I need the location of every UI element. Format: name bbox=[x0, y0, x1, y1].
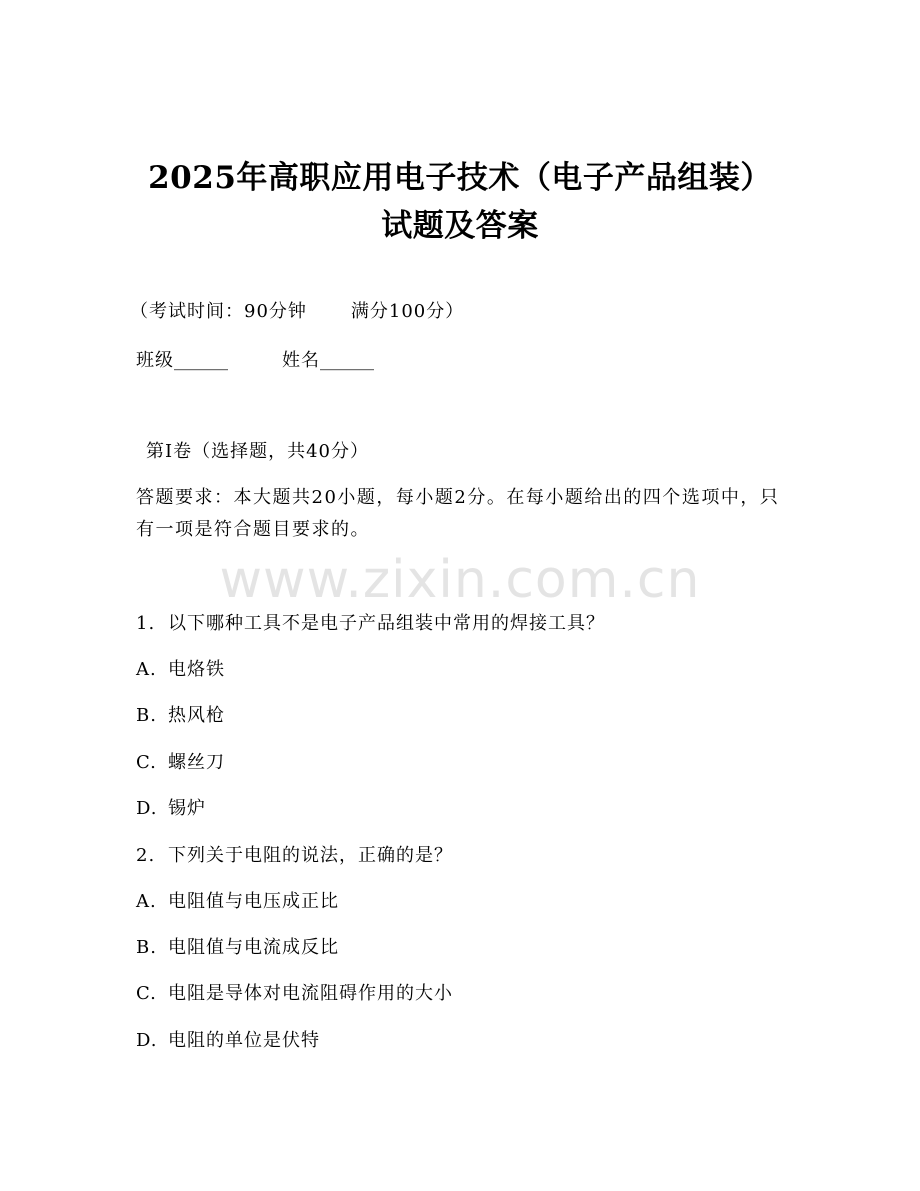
question-text: 以下哪种工具不是电子产品组装中常用的焊接工具？ bbox=[168, 613, 605, 634]
question-2-option-a bbox=[136, 890, 339, 914]
name-label: 姓名 bbox=[282, 350, 320, 371]
option-letter: B. bbox=[136, 705, 157, 726]
question-number: 2. bbox=[136, 845, 156, 866]
option-text: 螺丝刀 bbox=[168, 752, 225, 773]
option-letter: C. bbox=[136, 983, 157, 1004]
question-1-option-c bbox=[136, 751, 225, 775]
question-2-option-c bbox=[136, 982, 453, 1006]
watermark: www.zixin.com.cn bbox=[219, 550, 701, 610]
document-title-line-1: 2025年高职应用电子技术（电子产品组装） bbox=[148, 160, 772, 196]
option-letter: C. bbox=[136, 752, 157, 773]
question-number: 1. bbox=[136, 613, 156, 634]
option-text: 锡炉 bbox=[168, 798, 206, 819]
name-blank: ______ bbox=[320, 350, 374, 371]
question-1 bbox=[136, 612, 605, 636]
option-letter: D. bbox=[136, 798, 158, 819]
question-2-option-d bbox=[136, 1029, 320, 1053]
section-heading: 第I卷（选择题，共40分） bbox=[146, 441, 370, 462]
exam-time: （考试时间：90分钟 bbox=[130, 301, 307, 322]
option-letter: A. bbox=[136, 891, 157, 912]
option-text: 电阻的单位是伏特 bbox=[168, 1030, 320, 1051]
section-instructions: 答题要求：本大题共20小题，每小题2分。在每小题给出的四个选项中，只有一项是符合题目要求的。 bbox=[136, 487, 780, 540]
exam-full-score: 满分100分） bbox=[350, 301, 465, 322]
option-letter: B. bbox=[136, 937, 157, 958]
class-blank: ______ bbox=[174, 350, 228, 371]
option-letter: D. bbox=[136, 1030, 158, 1051]
question-1-option-a bbox=[136, 658, 225, 682]
option-text: 热风枪 bbox=[168, 705, 225, 726]
option-text: 电阻值与电流成反比 bbox=[168, 937, 339, 958]
exam-info bbox=[130, 300, 464, 324]
question-1-option-b bbox=[136, 704, 225, 728]
question-2 bbox=[136, 844, 453, 868]
option-text: 电烙铁 bbox=[168, 659, 225, 680]
question-1-option-d bbox=[136, 797, 206, 821]
question-2-option-b bbox=[136, 936, 339, 960]
class-label: 班级 bbox=[136, 350, 174, 371]
option-letter: A. bbox=[136, 659, 157, 680]
option-text: 电阻值与电压成正比 bbox=[168, 891, 339, 912]
question-text: 下列关于电阻的说法，正确的是？ bbox=[168, 845, 453, 866]
option-text: 电阻是导体对电流阻碍作用的大小 bbox=[168, 983, 453, 1004]
student-info bbox=[136, 349, 374, 373]
document-title-line-2: 试题及答案 bbox=[381, 208, 539, 244]
